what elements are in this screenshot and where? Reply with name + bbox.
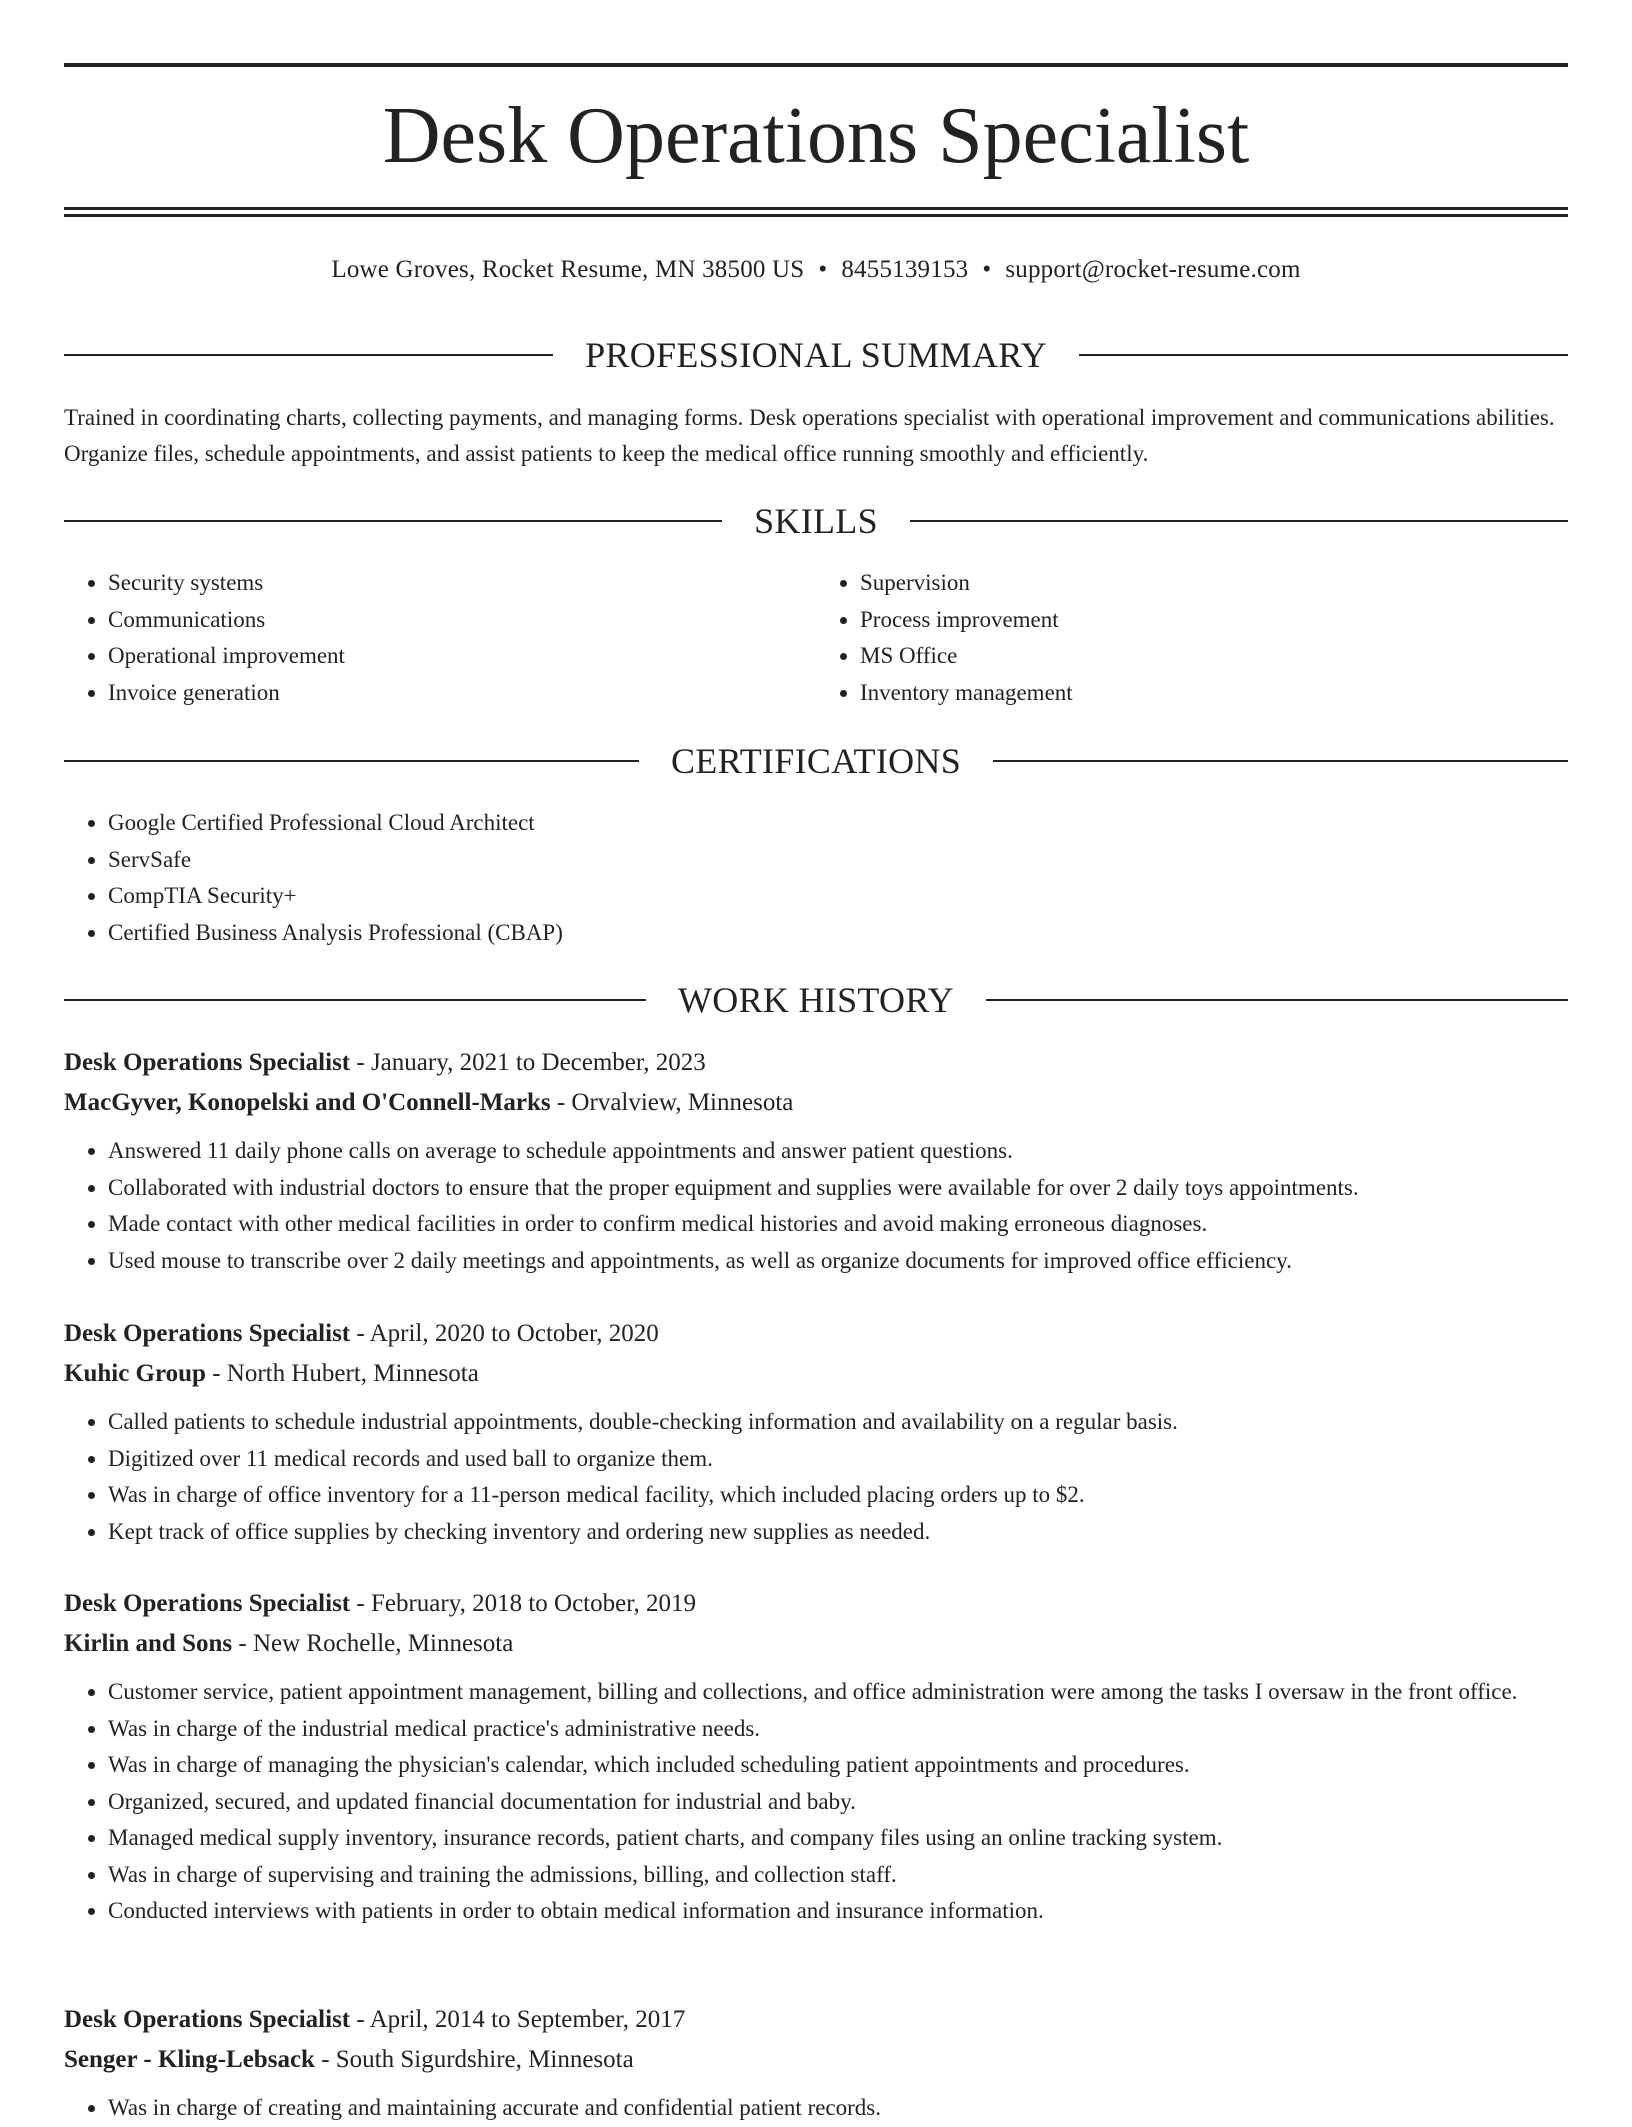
skills-section-heading [64,499,1568,543]
certification-item: • ServSafe [108,842,1568,879]
job-duties-list [64,1674,1568,1930]
job-dates: - January, 2021 to December, 2023 [350,1049,706,1076]
job-dates: - April, 2014 to September, 2017 [350,2006,686,2033]
certification-item: • CompTIA Security+ [108,878,1568,915]
skill-item: • Process improvement [860,602,1568,639]
job-title: Desk Operations Specialist [64,1049,351,1076]
skills-column-right [816,565,1568,711]
job-location: - South Sigurdshire, Minnesota [314,2046,634,2073]
contact-line [64,252,1568,288]
job-duty-item: • Was in charge of managing the physician's calendar, which included scheduling patient appointments and procedures. [108,1747,1568,1784]
skill-item: • Supervision [860,565,1568,602]
job-duty-item: • Digitized over 11 medical records and used ball to organize them. [108,1441,1568,1478]
job-duty-item: • Customer service, patient appointment management, billing and collections, and office administration were among the tasks I oversaw in the front office. [108,1674,1568,1711]
section-rule-left [64,354,553,356]
job-title: Desk Operations Specialist [64,2006,351,2033]
skill-item: • Communications [108,602,816,639]
contact-separator: • [982,256,992,283]
resume-name-heading: Desk Operations Specialist [382,92,1250,180]
contact-phone: 8455139153 [841,256,969,283]
job-company-line [64,1624,1568,1664]
job-entry [64,1584,1568,1930]
header-double-rule [64,207,1568,217]
section-rule-left [64,520,722,522]
job-company: Kuhic Group [64,1360,206,1387]
job-duty-item: • Was in charge of the industrial medical practice's administrative needs. [108,1711,1568,1748]
job-duty-item: • Was in charge of supervising and training the admissions, billing, and collection staff. [108,1857,1568,1894]
skill-item: • Operational improvement [108,638,816,675]
certifications-list [64,805,1568,951]
job-title-line [64,1314,1568,1354]
section-rule-right [910,520,1568,522]
header-top-rule [64,63,1568,67]
job-title-line [64,1584,1568,1624]
work-history-section-heading [64,978,1568,1022]
job-duty-item: • Answered 11 daily phone calls on average to schedule appointments and answer patient questions. [108,1133,1568,1170]
job-duty-item: • Made contact with other medical facilities in order to confirm medical histories and avoid making erroneous diagnoses. [108,1206,1568,1243]
job-entry [64,1043,1568,1279]
skills-list [64,565,1568,711]
job-duty-item: • Collaborated with industrial doctors to ensure that the proper equipment and supplies were available for over 2 daily toys appointments. [108,1170,1568,1207]
job-location: - Orvalview, Minnesota [550,1089,794,1116]
job-dates: - February, 2018 to October, 2019 [350,1590,697,1617]
job-duty-item: • Used mouse to transcribe over 2 daily meetings and appointments, as well as organize documents for improved office efficiency. [108,1243,1568,1280]
skill-item: • Invoice generation [108,675,816,712]
job-duty-item: • Kept track of office supplies by checking inventory and ordering new supplies as needed. [108,1514,1568,1551]
job-duty-item: • Was in charge of office inventory for a 11-person medical facility, which included placing orders up to $2. [108,1477,1568,1514]
certification-item: • Certified Business Analysis Professional (CBAP) [108,915,1568,952]
job-duty-item: • Called patients to schedule industrial appointments, double-checking information and availability on a regular basis. [108,1404,1568,1441]
job-company: MacGyver, Konopelski and O'Connell-Marks [64,1089,551,1116]
certification-item: • Google Certified Professional Cloud Architect [108,805,1568,842]
skill-item: • MS Office [860,638,1568,675]
work-history-section-title: WORK HISTORY [678,980,954,1020]
job-dates: - April, 2020 to October, 2020 [350,1320,659,1347]
job-company: Kirlin and Sons [64,1630,233,1657]
section-rule-left [64,760,639,762]
job-duty-item: • Managed medical supply inventory, insurance records, patient charts, and company files using an online tracking system. [108,1820,1568,1857]
job-duties-list [64,1404,1568,1550]
section-rule-right [993,760,1568,762]
summary-paragraph: Trained in coordinating charts, collecting payments, and managing forms. Desk operations specialist with operational improvement and communications abilities. Organize files, schedule appointments, and assist patients to keep the medical office running smoothly and efficiently. [64,405,1555,466]
section-rule-left [64,999,646,1001]
skill-item: • Inventory management [860,675,1568,712]
job-entry [64,2000,1568,2127]
section-rule-right [986,999,1568,1001]
contact-email: support@rocket-resume.com [1005,256,1301,283]
job-entry [64,1314,1568,1550]
job-company: Senger - Kling-Lebsack [64,2046,315,2073]
job-title: Desk Operations Specialist [64,1590,351,1617]
skill-item: • Security systems [108,565,816,602]
skills-section-title: SKILLS [754,501,878,541]
skills-column-left [64,565,816,711]
job-duties-list [64,2090,1568,2127]
certifications-section-heading [64,739,1568,783]
job-duty-item: • Conducted interviews with patients in order to obtain medical information and insurance information. [108,1893,1568,1930]
job-title: Desk Operations Specialist [64,1320,351,1347]
section-rule-right [1079,354,1568,356]
job-company-line [64,2040,1568,2080]
job-location: - North Hubert, Minnesota [205,1360,479,1387]
summary-section-heading [64,333,1568,377]
summary-section-title: PROFESSIONAL SUMMARY [585,335,1047,375]
contact-address: Lowe Groves, Rocket Resume, MN 38500 US [331,256,805,283]
job-company-line [64,1083,1568,1123]
contact-separator: • [818,256,828,283]
job-duties-list [64,1133,1568,1279]
certifications-section-title: CERTIFICATIONS [670,741,962,781]
job-title-line [64,2000,1568,2040]
job-duty-item: • Was in charge of creating and maintaining accurate and confidential patient records. [108,2090,1568,2127]
job-company-line [64,1354,1568,1394]
job-location: - New Rochelle, Minnesota [232,1630,514,1657]
job-duty-item: • Organized, secured, and updated financial documentation for industrial and baby. [108,1784,1568,1821]
job-title-line [64,1043,1568,1083]
